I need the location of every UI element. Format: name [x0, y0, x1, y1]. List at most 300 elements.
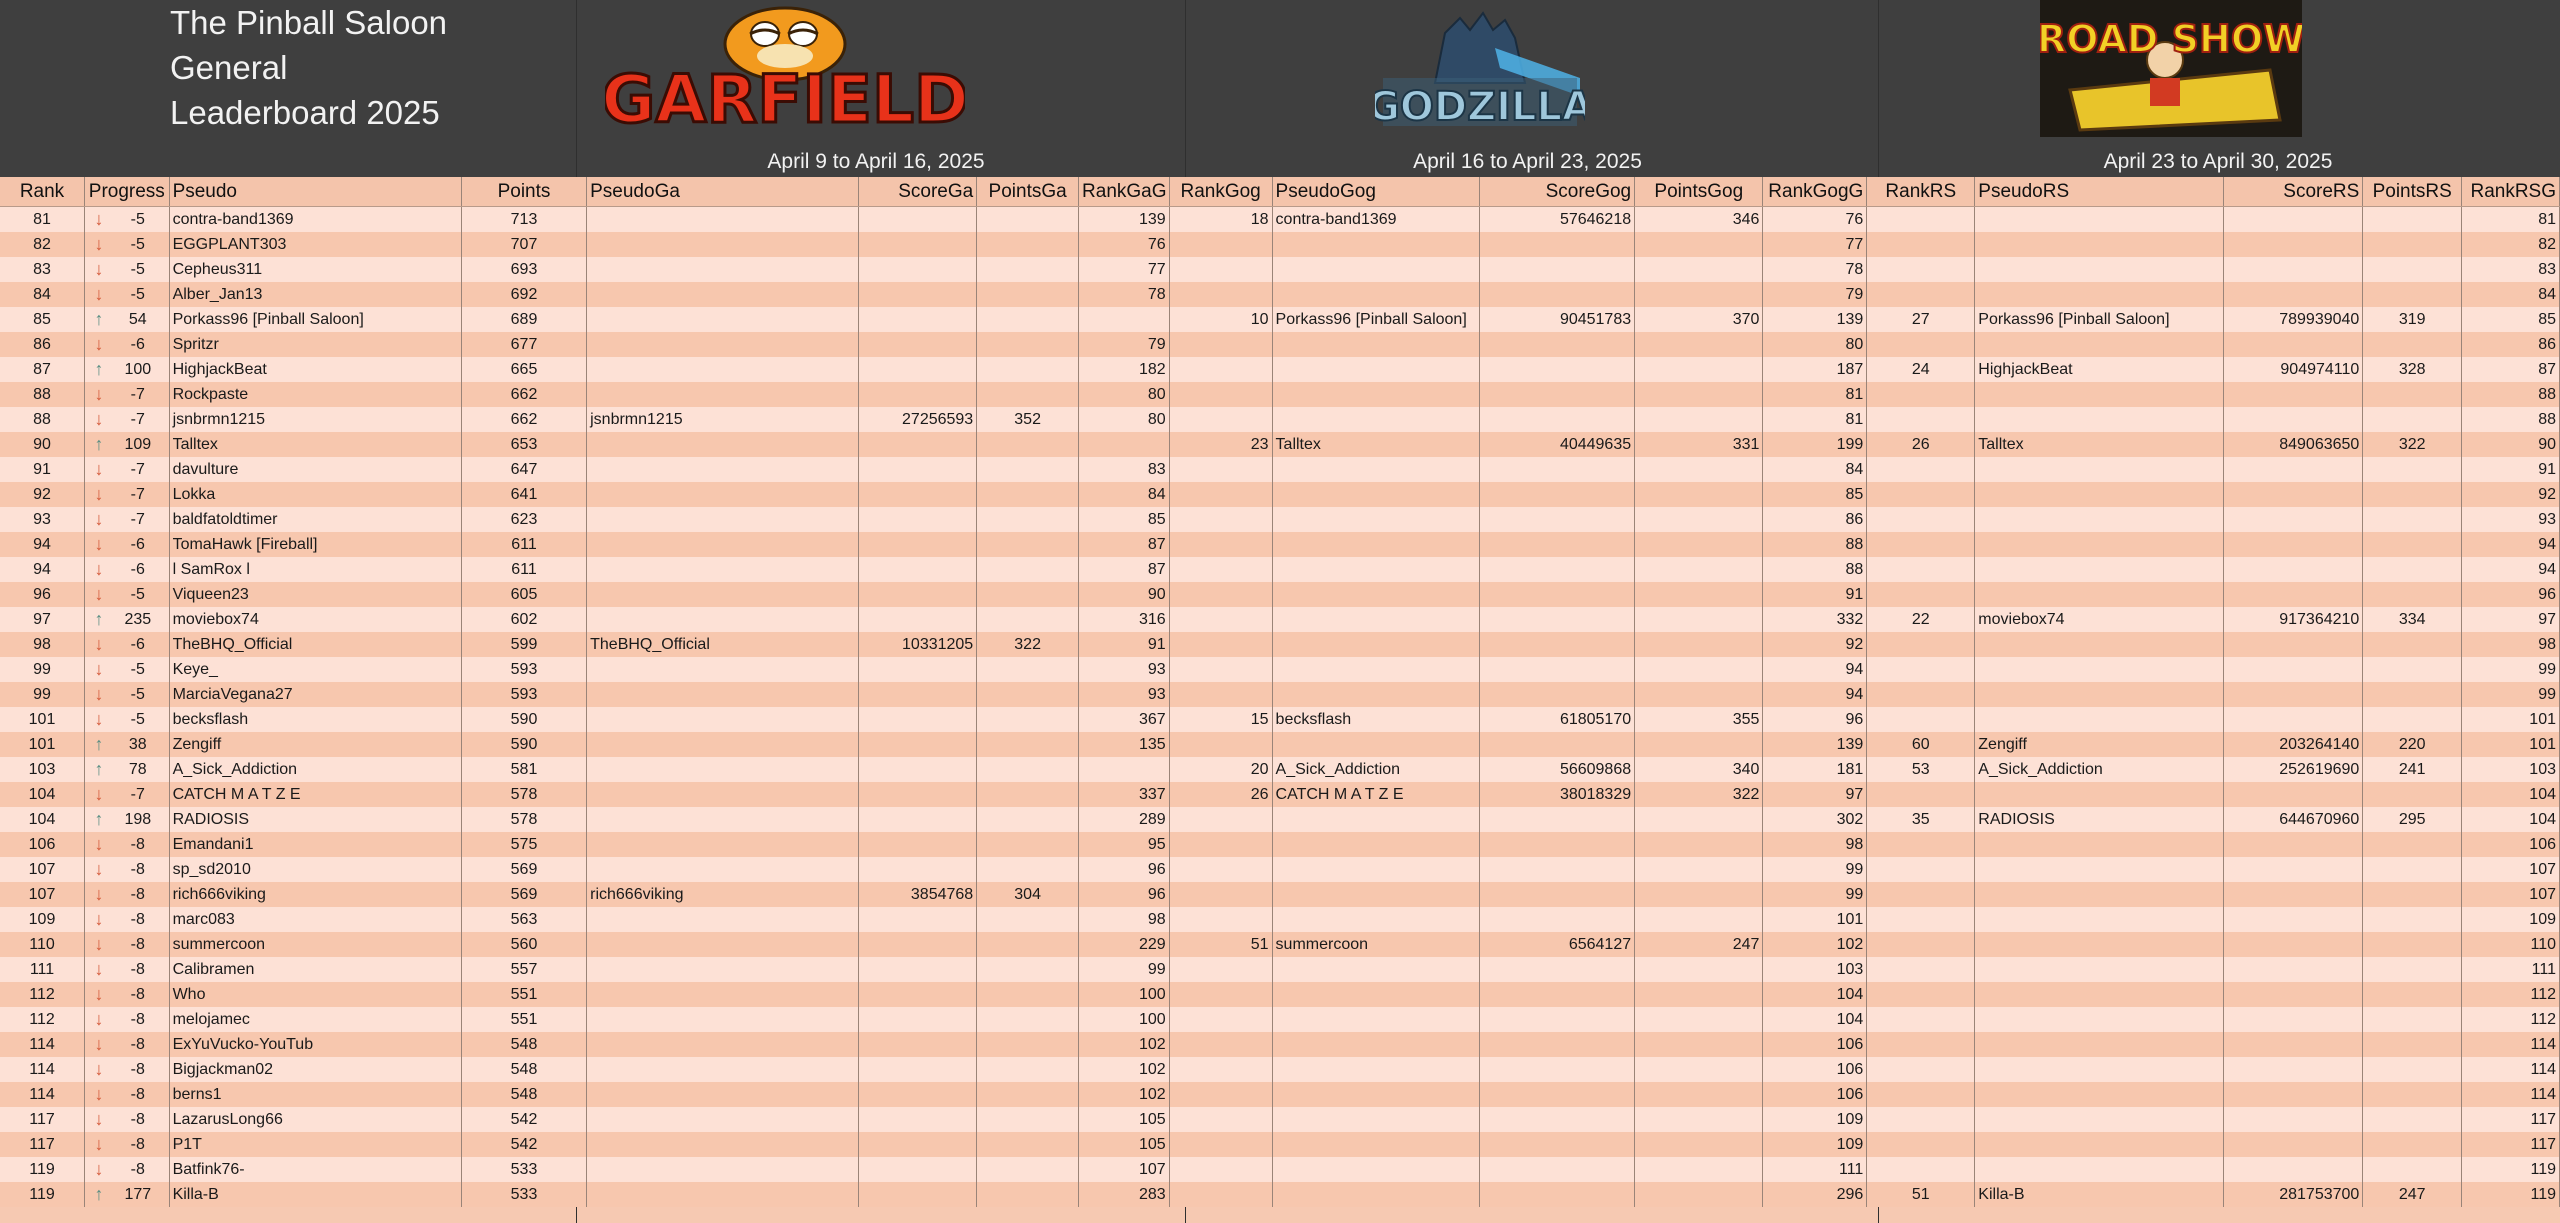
cell-ptga[interactable] [977, 482, 1079, 507]
cell-sga[interactable] [859, 732, 977, 757]
col-header[interactable]: PseudoGog [1272, 177, 1480, 207]
cell-rgog[interactable] [1169, 1032, 1272, 1057]
cell-ptrs[interactable]: 295 [2363, 807, 2462, 832]
cell-pga[interactable] [587, 382, 859, 407]
cell-prs[interactable] [1975, 257, 2224, 282]
cell-points[interactable]: 653 [461, 432, 586, 457]
cell-rgog[interactable]: 26 [1169, 782, 1272, 807]
cell-rgag[interactable]: 80 [1079, 407, 1170, 432]
cell-pgog[interactable] [1272, 907, 1480, 932]
cell-points[interactable]: 533 [461, 1182, 586, 1207]
cell-sgog[interactable] [1480, 282, 1635, 307]
cell-pga[interactable] [587, 457, 859, 482]
cell-ptgog[interactable]: 355 [1635, 707, 1763, 732]
cell-points[interactable]: 569 [461, 857, 586, 882]
cell-sga[interactable] [859, 807, 977, 832]
cell-points[interactable]: 563 [461, 907, 586, 932]
cell-rrs[interactable]: 53 [1867, 757, 1975, 782]
cell-sgog[interactable] [1480, 882, 1635, 907]
cell-prs[interactable] [1975, 982, 2224, 1007]
cell-prs[interactable] [1975, 507, 2224, 532]
cell-rgogg[interactable]: 181 [1763, 757, 1867, 782]
cell-pgog[interactable] [1272, 1057, 1480, 1082]
cell-rank[interactable]: 83 [0, 257, 85, 282]
cell-rrsg[interactable]: 99 [2462, 682, 2560, 707]
cell-ptgog[interactable] [1635, 1082, 1763, 1107]
cell-pgog[interactable] [1272, 557, 1480, 582]
cell-srs[interactable] [2223, 932, 2363, 957]
progress-cell[interactable] [85, 332, 170, 357]
cell-rgog[interactable] [1169, 507, 1272, 532]
cell-ptgog[interactable] [1635, 457, 1763, 482]
cell-pgog[interactable] [1272, 682, 1480, 707]
cell-prs[interactable]: HighjackBeat [1975, 357, 2224, 382]
cell-srs[interactable] [2223, 407, 2363, 432]
cell-rgag[interactable]: 100 [1079, 982, 1170, 1007]
cell-sgog[interactable] [1480, 507, 1635, 532]
cell-ptga[interactable] [977, 1057, 1079, 1082]
cell-pseudo[interactable]: sp_sd2010 [169, 857, 461, 882]
cell-pgog[interactable]: A_Sick_Addiction [1272, 757, 1480, 782]
cell-points[interactable]: 590 [461, 732, 586, 757]
cell-points[interactable]: 548 [461, 1057, 586, 1082]
cell-sgog[interactable] [1480, 257, 1635, 282]
cell-pseudo[interactable]: jsnbrmn1215 [169, 407, 461, 432]
cell-ptrs[interactable] [2363, 232, 2462, 257]
cell-sgog[interactable] [1480, 1057, 1635, 1082]
cell-sgog[interactable]: 61805170 [1480, 707, 1635, 732]
col-header[interactable]: RankGaG [1079, 177, 1170, 207]
cell-rgag[interactable]: 93 [1079, 682, 1170, 707]
progress-cell[interactable] [85, 232, 170, 257]
cell-ptgog[interactable] [1635, 482, 1763, 507]
cell-pgog[interactable] [1272, 282, 1480, 307]
cell-rrs[interactable] [1867, 582, 1975, 607]
cell-rrs[interactable] [1867, 282, 1975, 307]
cell-pga[interactable] [587, 1032, 859, 1057]
cell-rgag[interactable]: 98 [1079, 907, 1170, 932]
cell-pgog[interactable] [1272, 607, 1480, 632]
cell-pseudo[interactable]: davulture [169, 457, 461, 482]
cell-rgogg[interactable]: 94 [1763, 682, 1867, 707]
progress-cell[interactable] [85, 957, 170, 982]
cell-ptga[interactable] [977, 582, 1079, 607]
cell-ptrs[interactable] [2363, 482, 2462, 507]
cell-rrsg[interactable]: 88 [2462, 382, 2560, 407]
cell-rrsg[interactable]: 119 [2462, 1182, 2560, 1207]
cell-ptgog[interactable] [1635, 1032, 1763, 1057]
cell-rgogg[interactable]: 187 [1763, 357, 1867, 382]
cell-rgag[interactable]: 100 [1079, 1007, 1170, 1032]
cell-rgag[interactable]: 95 [1079, 832, 1170, 857]
cell-prs[interactable] [1975, 482, 2224, 507]
cell-rank[interactable]: 117 [0, 1107, 85, 1132]
cell-ptrs[interactable]: 328 [2363, 357, 2462, 382]
cell-ptga[interactable] [977, 282, 1079, 307]
cell-rgogg[interactable]: 79 [1763, 282, 1867, 307]
cell-rgog[interactable] [1169, 907, 1272, 932]
progress-cell[interactable] [85, 707, 170, 732]
cell-prs[interactable] [1975, 282, 2224, 307]
cell-points[interactable]: 557 [461, 957, 586, 982]
cell-sga[interactable] [859, 907, 977, 932]
cell-rgogg[interactable]: 101 [1763, 907, 1867, 932]
cell-pga[interactable] [587, 1007, 859, 1032]
cell-rgogg[interactable]: 85 [1763, 482, 1867, 507]
cell-ptrs[interactable]: 220 [2363, 732, 2462, 757]
cell-sga[interactable] [859, 832, 977, 857]
cell-rrs[interactable]: 24 [1867, 357, 1975, 382]
cell-pseudo[interactable]: Viqueen23 [169, 582, 461, 607]
cell-ptrs[interactable]: 334 [2363, 607, 2462, 632]
cell-ptrs[interactable] [2363, 882, 2462, 907]
cell-srs[interactable]: 917364210 [2223, 607, 2363, 632]
cell-rgogg[interactable]: 88 [1763, 557, 1867, 582]
cell-ptgog[interactable] [1635, 582, 1763, 607]
cell-ptga[interactable] [977, 382, 1079, 407]
cell-rrsg[interactable]: 94 [2462, 532, 2560, 557]
cell-rrs[interactable]: 22 [1867, 607, 1975, 632]
cell-rrsg[interactable]: 109 [2462, 907, 2560, 932]
cell-sgog[interactable] [1480, 1107, 1635, 1132]
cell-sgog[interactable]: 90451783 [1480, 307, 1635, 332]
cell-pseudo[interactable]: ExYuVucko-YouTub [169, 1032, 461, 1057]
cell-rrs[interactable] [1867, 557, 1975, 582]
cell-pseudo[interactable]: becksflash [169, 707, 461, 732]
progress-cell[interactable] [85, 732, 170, 757]
cell-rrs[interactable]: 51 [1867, 1182, 1975, 1207]
cell-sga[interactable] [859, 332, 977, 357]
cell-ptgog[interactable] [1635, 257, 1763, 282]
cell-rgogg[interactable]: 86 [1763, 507, 1867, 532]
col-header[interactable]: RankRSG [2462, 177, 2560, 207]
cell-sga[interactable] [859, 382, 977, 407]
cell-rgag[interactable] [1079, 432, 1170, 457]
cell-rgog[interactable] [1169, 557, 1272, 582]
cell-ptrs[interactable]: 247 [2363, 1182, 2462, 1207]
cell-ptga[interactable] [977, 832, 1079, 857]
cell-rgog[interactable] [1169, 1182, 1272, 1207]
cell-rank[interactable]: 119 [0, 1182, 85, 1207]
col-header[interactable]: RankGogG [1763, 177, 1867, 207]
cell-srs[interactable] [2223, 207, 2363, 233]
cell-sgog[interactable] [1480, 857, 1635, 882]
cell-sga[interactable] [859, 1132, 977, 1157]
cell-ptrs[interactable]: 241 [2363, 757, 2462, 782]
cell-rgag[interactable]: 78 [1079, 282, 1170, 307]
cell-ptga[interactable] [977, 857, 1079, 882]
cell-sga[interactable] [859, 932, 977, 957]
cell-ptgog[interactable] [1635, 607, 1763, 632]
cell-ptrs[interactable] [2363, 582, 2462, 607]
cell-pseudo[interactable]: A_Sick_Addiction [169, 757, 461, 782]
cell-prs[interactable] [1975, 832, 2224, 857]
cell-rank[interactable]: 117 [0, 1132, 85, 1157]
cell-srs[interactable] [2223, 682, 2363, 707]
cell-pseudo[interactable]: EGGPLANT303 [169, 232, 461, 257]
progress-cell[interactable] [85, 207, 170, 233]
cell-sga[interactable]: 3854768 [859, 882, 977, 907]
progress-cell[interactable] [85, 1182, 170, 1207]
cell-pga[interactable] [587, 1132, 859, 1157]
progress-cell[interactable] [85, 357, 170, 382]
cell-sgog[interactable] [1480, 982, 1635, 1007]
cell-points[interactable]: 647 [461, 457, 586, 482]
cell-pseudo[interactable]: berns1 [169, 1082, 461, 1107]
cell-srs[interactable] [2223, 782, 2363, 807]
cell-rrs[interactable] [1867, 482, 1975, 507]
cell-rrs[interactable] [1867, 657, 1975, 682]
cell-pgog[interactable] [1272, 1007, 1480, 1032]
cell-points[interactable]: 548 [461, 1032, 586, 1057]
cell-rrs[interactable] [1867, 382, 1975, 407]
cell-pga[interactable] [587, 957, 859, 982]
cell-ptgog[interactable] [1635, 557, 1763, 582]
cell-srs[interactable]: 644670960 [2223, 807, 2363, 832]
cell-rgag[interactable]: 91 [1079, 632, 1170, 657]
cell-rrsg[interactable]: 99 [2462, 657, 2560, 682]
cell-rrsg[interactable]: 112 [2462, 982, 2560, 1007]
cell-rank[interactable]: 96 [0, 582, 85, 607]
cell-rgag[interactable]: 102 [1079, 1032, 1170, 1057]
cell-prs[interactable] [1975, 932, 2224, 957]
cell-rgog[interactable]: 20 [1169, 757, 1272, 782]
cell-rrs[interactable] [1867, 257, 1975, 282]
cell-srs[interactable] [2223, 1082, 2363, 1107]
cell-points[interactable]: 677 [461, 332, 586, 357]
cell-pgog[interactable] [1272, 332, 1480, 357]
cell-rank[interactable]: 107 [0, 857, 85, 882]
cell-srs[interactable] [2223, 857, 2363, 882]
cell-rrsg[interactable]: 86 [2462, 332, 2560, 357]
cell-rgogg[interactable]: 78 [1763, 257, 1867, 282]
cell-rrs[interactable] [1867, 1157, 1975, 1182]
cell-sga[interactable] [859, 857, 977, 882]
cell-ptgog[interactable] [1635, 532, 1763, 557]
cell-ptrs[interactable] [2363, 1107, 2462, 1132]
cell-ptga[interactable] [977, 682, 1079, 707]
cell-sgog[interactable] [1480, 807, 1635, 832]
cell-rgag[interactable]: 229 [1079, 932, 1170, 957]
cell-rank[interactable]: 94 [0, 557, 85, 582]
cell-points[interactable]: 689 [461, 307, 586, 332]
cell-ptrs[interactable] [2363, 932, 2462, 957]
cell-rrsg[interactable]: 110 [2462, 932, 2560, 957]
cell-rank[interactable]: 107 [0, 882, 85, 907]
cell-prs[interactable] [1975, 407, 2224, 432]
cell-ptrs[interactable]: 319 [2363, 307, 2462, 332]
cell-rank[interactable]: 104 [0, 782, 85, 807]
cell-pgog[interactable] [1272, 582, 1480, 607]
cell-sga[interactable] [859, 1182, 977, 1207]
cell-prs[interactable]: RADIOSIS [1975, 807, 2224, 832]
cell-rrs[interactable] [1867, 682, 1975, 707]
cell-rrs[interactable] [1867, 932, 1975, 957]
cell-rgogg[interactable]: 139 [1763, 307, 1867, 332]
cell-rgag[interactable]: 79 [1079, 332, 1170, 357]
cell-points[interactable]: 551 [461, 1007, 586, 1032]
cell-rrs[interactable] [1867, 1082, 1975, 1107]
cell-rgogg[interactable]: 332 [1763, 607, 1867, 632]
cell-ptgog[interactable] [1635, 282, 1763, 307]
cell-srs[interactable] [2223, 1132, 2363, 1157]
cell-ptgog[interactable] [1635, 1107, 1763, 1132]
cell-pgog[interactable]: CATCH M A T Z E [1272, 782, 1480, 807]
cell-points[interactable]: 602 [461, 607, 586, 632]
cell-points[interactable]: 542 [461, 1132, 586, 1157]
cell-prs[interactable]: Zengiff [1975, 732, 2224, 757]
cell-pga[interactable]: rich666viking [587, 882, 859, 907]
cell-rrsg[interactable]: 114 [2462, 1057, 2560, 1082]
cell-rgag[interactable]: 96 [1079, 882, 1170, 907]
cell-rank[interactable]: 86 [0, 332, 85, 357]
cell-rgogg[interactable]: 139 [1763, 732, 1867, 757]
cell-points[interactable]: 581 [461, 757, 586, 782]
cell-rgog[interactable] [1169, 332, 1272, 357]
cell-rgog[interactable] [1169, 632, 1272, 657]
cell-prs[interactable] [1975, 1157, 2224, 1182]
progress-cell[interactable] [85, 482, 170, 507]
col-header[interactable]: Progress [85, 177, 170, 207]
cell-sga[interactable] [859, 1057, 977, 1082]
cell-rgogg[interactable]: 302 [1763, 807, 1867, 832]
cell-points[interactable]: 693 [461, 257, 586, 282]
cell-ptga[interactable] [977, 657, 1079, 682]
cell-rrs[interactable] [1867, 407, 1975, 432]
cell-rank[interactable]: 88 [0, 407, 85, 432]
progress-cell[interactable] [85, 382, 170, 407]
cell-rgog[interactable] [1169, 1057, 1272, 1082]
cell-prs[interactable] [1975, 557, 2224, 582]
cell-ptgog[interactable] [1635, 382, 1763, 407]
cell-pgog[interactable] [1272, 957, 1480, 982]
progress-cell[interactable] [85, 832, 170, 857]
cell-rgogg[interactable]: 109 [1763, 1107, 1867, 1132]
cell-rgag[interactable] [1079, 307, 1170, 332]
cell-srs[interactable] [2223, 1057, 2363, 1082]
cell-pga[interactable] [587, 482, 859, 507]
cell-pgog[interactable] [1272, 1107, 1480, 1132]
cell-pseudo[interactable]: marc083 [169, 907, 461, 932]
cell-ptga[interactable] [977, 232, 1079, 257]
cell-rgag[interactable]: 105 [1079, 1107, 1170, 1132]
cell-srs[interactable] [2223, 532, 2363, 557]
cell-ptrs[interactable] [2363, 332, 2462, 357]
cell-points[interactable]: 599 [461, 632, 586, 657]
cell-srs[interactable] [2223, 1032, 2363, 1057]
cell-prs[interactable] [1975, 532, 2224, 557]
progress-cell[interactable] [85, 632, 170, 657]
cell-srs[interactable] [2223, 257, 2363, 282]
cell-pgog[interactable] [1272, 1082, 1480, 1107]
cell-prs[interactable] [1975, 857, 2224, 882]
cell-rgog[interactable] [1169, 807, 1272, 832]
cell-pgog[interactable]: Talltex [1272, 432, 1480, 457]
cell-rgag[interactable]: 99 [1079, 957, 1170, 982]
cell-rgag[interactable]: 80 [1079, 382, 1170, 407]
progress-cell[interactable] [85, 982, 170, 1007]
cell-pseudo[interactable]: rich666viking [169, 882, 461, 907]
cell-rrsg[interactable]: 84 [2462, 282, 2560, 307]
cell-rgag[interactable]: 337 [1079, 782, 1170, 807]
cell-rgog[interactable] [1169, 357, 1272, 382]
cell-sga[interactable] [859, 482, 977, 507]
cell-rank[interactable]: 84 [0, 282, 85, 307]
cell-ptgog[interactable] [1635, 1132, 1763, 1157]
cell-rrsg[interactable]: 112 [2462, 1007, 2560, 1032]
cell-pseudo[interactable]: MarciaVegana27 [169, 682, 461, 707]
cell-rrs[interactable] [1867, 907, 1975, 932]
cell-ptga[interactable] [977, 732, 1079, 757]
cell-points[interactable]: 593 [461, 682, 586, 707]
cell-ptga[interactable] [977, 457, 1079, 482]
progress-cell[interactable] [85, 1007, 170, 1032]
progress-cell[interactable] [85, 657, 170, 682]
cell-ptga[interactable] [977, 757, 1079, 782]
cell-rank[interactable]: 94 [0, 532, 85, 557]
cell-sgog[interactable] [1480, 407, 1635, 432]
cell-rank[interactable]: 114 [0, 1082, 85, 1107]
cell-rgag[interactable]: 85 [1079, 507, 1170, 532]
cell-points[interactable]: 560 [461, 932, 586, 957]
cell-rrsg[interactable]: 104 [2462, 782, 2560, 807]
cell-srs[interactable] [2223, 232, 2363, 257]
cell-srs[interactable] [2223, 1157, 2363, 1182]
cell-rgogg[interactable]: 91 [1763, 582, 1867, 607]
cell-ptga[interactable] [977, 257, 1079, 282]
cell-pgog[interactable] [1272, 857, 1480, 882]
cell-sga[interactable] [859, 232, 977, 257]
cell-pgog[interactable] [1272, 1032, 1480, 1057]
cell-prs[interactable] [1975, 1132, 2224, 1157]
col-header[interactable]: RankRS [1867, 177, 1975, 207]
cell-points[interactable]: 548 [461, 1082, 586, 1107]
cell-srs[interactable]: 849063650 [2223, 432, 2363, 457]
cell-prs[interactable] [1975, 1057, 2224, 1082]
cell-srs[interactable] [2223, 282, 2363, 307]
cell-srs[interactable] [2223, 507, 2363, 532]
cell-points[interactable]: 662 [461, 382, 586, 407]
cell-ptrs[interactable] [2363, 532, 2462, 557]
cell-sga[interactable] [859, 982, 977, 1007]
cell-rgog[interactable] [1169, 832, 1272, 857]
cell-rrsg[interactable]: 88 [2462, 407, 2560, 432]
cell-pgog[interactable]: summercoon [1272, 932, 1480, 957]
cell-pgog[interactable] [1272, 882, 1480, 907]
cell-pseudo[interactable]: contra-band1369 [169, 207, 461, 233]
cell-sgog[interactable] [1480, 632, 1635, 657]
cell-rgogg[interactable]: 94 [1763, 657, 1867, 682]
cell-ptrs[interactable] [2363, 507, 2462, 532]
cell-rank[interactable]: 103 [0, 757, 85, 782]
cell-prs[interactable] [1975, 207, 2224, 233]
cell-pseudo[interactable]: TomaHawk [Fireball] [169, 532, 461, 557]
cell-rrsg[interactable]: 106 [2462, 832, 2560, 857]
cell-rgogg[interactable]: 109 [1763, 1132, 1867, 1157]
cell-pgog[interactable] [1272, 257, 1480, 282]
cell-ptga[interactable] [977, 532, 1079, 557]
cell-rgogg[interactable]: 111 [1763, 1157, 1867, 1182]
cell-rgogg[interactable]: 106 [1763, 1082, 1867, 1107]
cell-pga[interactable] [587, 1157, 859, 1182]
cell-sgog[interactable] [1480, 657, 1635, 682]
cell-pgog[interactable] [1272, 532, 1480, 557]
progress-cell[interactable] [85, 1057, 170, 1082]
cell-sgog[interactable]: 38018329 [1480, 782, 1635, 807]
cell-rrs[interactable] [1867, 982, 1975, 1007]
cell-rgogg[interactable]: 96 [1763, 707, 1867, 732]
cell-rrs[interactable] [1867, 957, 1975, 982]
